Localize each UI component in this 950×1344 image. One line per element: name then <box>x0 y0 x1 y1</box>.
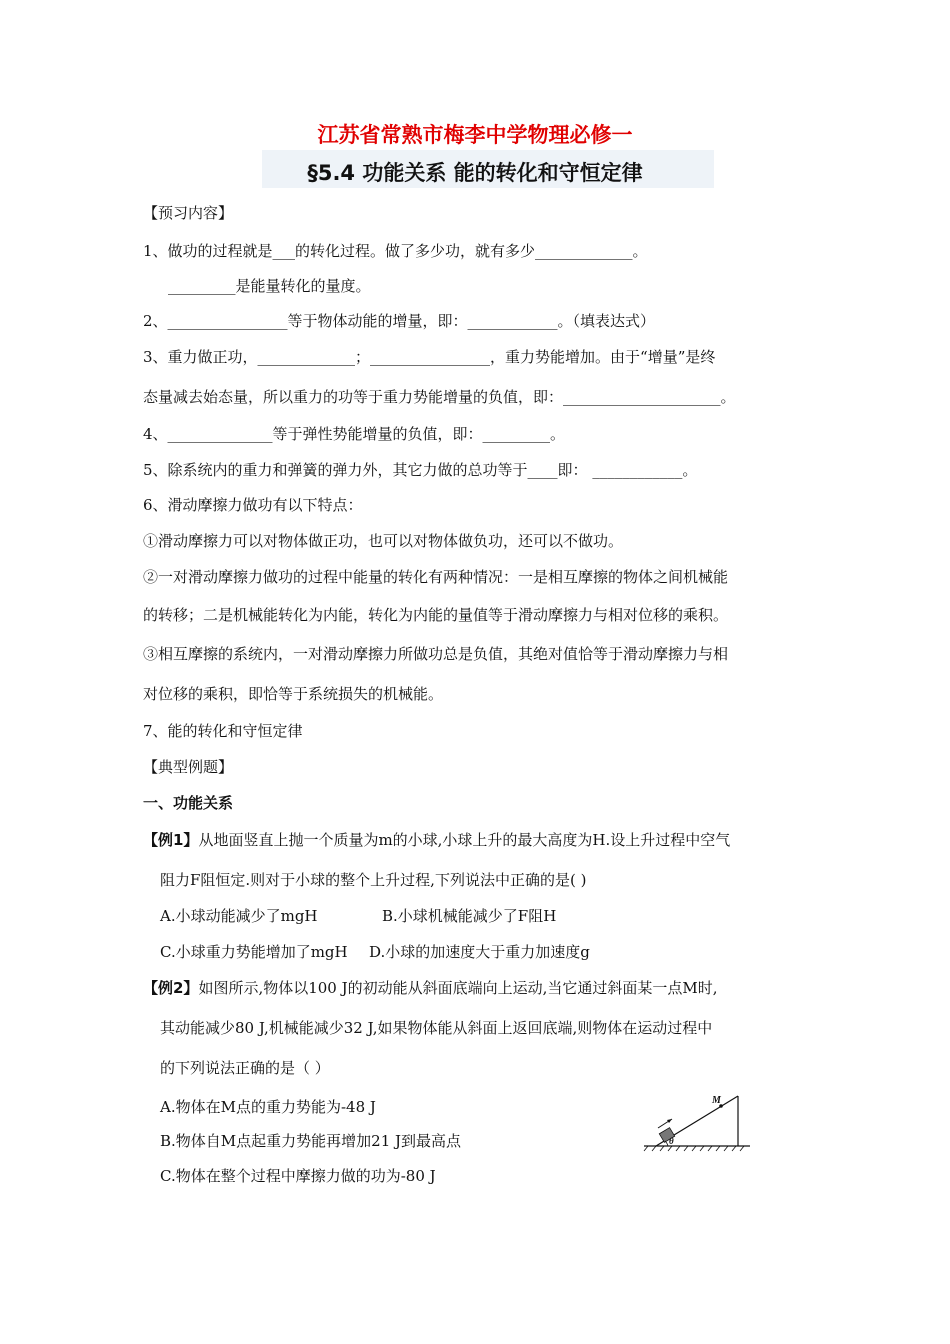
example-1-option-a: A.小球动能减少了mgH <box>160 907 318 925</box>
example-1-option-d: D.小球的加速度大于重力加速度g <box>369 943 590 961</box>
example-1-line-2: 阻力F阻恒定.则对于小球的整个上升过程,下列说法中正确的是( ) <box>160 871 587 889</box>
question-6: 6、滑动摩擦力做功有以下特点： <box>143 496 363 514</box>
example-2-option-a: A.物体在M点的重力势能为-48 J <box>160 1098 376 1116</box>
example-2-option-b: B.物体自M点起重力势能再增加21 J到最高点 <box>160 1132 462 1150</box>
question-2: 2、________________等于物体动能的增量，即：____________。（填表达式） <box>143 312 656 330</box>
example-2-line-2: 其动能减少80 J,机械能减少32 J,如果物体能从斜面上返回底端,则物体在运动过程中 <box>160 1019 713 1037</box>
example-1-line-1 <box>143 830 730 850</box>
example-1-option-b: B.小球机械能减少了F阻H <box>382 907 557 925</box>
point-m-label: M <box>712 1095 721 1106</box>
question-6-point-3-line-2: 对位移的乘积，即恰等于系统损失的机械能。 <box>143 685 444 703</box>
question-1-line-2: _________是能量转化的量度。 <box>168 277 371 295</box>
examples-heading: 【典型例题】 <box>143 758 234 776</box>
example-1-text-1: 从地面竖直上抛一个质量为m的小球,小球上升的最大高度为H.设上升过程中空气 <box>198 831 731 849</box>
incline-diagram <box>642 1090 752 1152</box>
question-7: 7、能的转化和守恒定律 <box>143 722 303 740</box>
example-2-option-c: C.物体在整个过程中摩擦力做的功为-80 J <box>160 1167 436 1185</box>
document-subtitle: §5.4 功能关系 能的转化和守恒定律 <box>307 161 643 185</box>
question-3-line-1: 3、重力做正功，_____________；________________，重力势能增加。由于“增量”是终 <box>143 348 716 366</box>
section-heading-function-energy: 一、功能关系 <box>143 794 234 812</box>
question-1-line-1: 1、做功的过程就是___的转化过程。做了多少功，就有多少_____________。 <box>143 242 648 260</box>
question-6-point-3-line-1: ③相互摩擦的系统内，一对滑动摩擦力所做功总是负值，其绝对值恰等于滑动摩擦力与相 <box>143 645 729 663</box>
question-5: 5、除系统内的重力和弹簧的弹力外，其它力做的总功等于____即： ____________。 <box>143 461 698 479</box>
example-2-label: 【例2】 <box>143 979 199 997</box>
angle-theta-label: θ <box>669 1136 674 1146</box>
question-6-point-1: ①滑动摩擦力可以对物体做正功，也可以对物体做负功，还可以不做功。 <box>143 532 624 550</box>
question-6-point-2-line-2: 的转移；二是机械能转化为内能，转化为内能的量值等于滑动摩擦力与相对位移的乘积。 <box>143 606 729 624</box>
example-2-line-1 <box>143 978 718 998</box>
question-4: 4、______________等于弹性势能增量的负值，即：_________。 <box>143 425 566 443</box>
preview-heading: 【预习内容】 <box>143 204 234 222</box>
question-3-line-2: 态量减去始态量，所以重力的功等于重力势能增量的负值，即：_____________________。 <box>143 388 736 406</box>
example-2-text-1: 如图所示,物体以100 J的初动能从斜面底端向上运动,当它通过斜面某一点M时, <box>198 979 718 997</box>
question-6-point-2-line-1: ②一对滑动摩擦力做功的过程中能量的转化有两种情况：一是相互摩擦的物体之间机械能 <box>143 568 729 586</box>
example-1-option-c: C.小球重力势能增加了mgH <box>160 943 348 961</box>
example-2-line-3: 的下列说法正确的是（ ） <box>160 1059 330 1077</box>
example-1-label: 【例1】 <box>143 831 199 849</box>
document-title: 江苏省常熟市梅李中学物理必修一 <box>317 123 633 147</box>
